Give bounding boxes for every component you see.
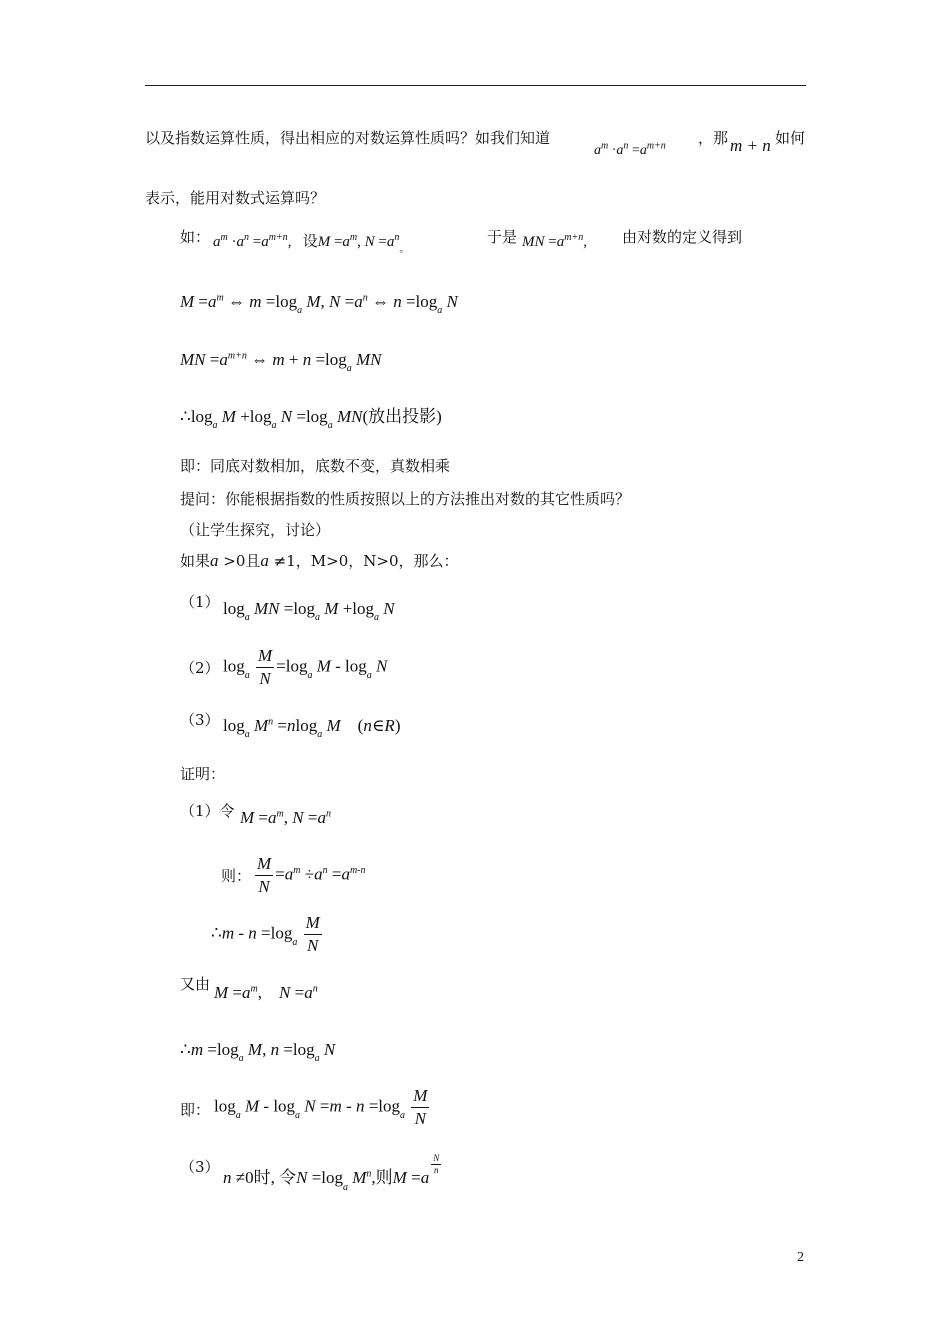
text-line-8: 提问：你能根据指数的性质按照以上的方法推出对数的其它性质吗？ [180, 490, 631, 508]
proof-4-formula: $M =a^m$, $N =a^n$ [214, 983, 318, 1002]
text-line-1 [145, 128, 550, 148]
formula-line-3: $a^m \cdot a^n =a^{m+n}$, 设$M =a^m$, $N =a^n_。$ [213, 232, 410, 255]
proof-6-formula: $\log_a M - \log_a N =m - n =\log_a$ $\frac{M}{N}$ [214, 1086, 428, 1128]
text-line-9: （让学生探究，讨论） [180, 521, 331, 539]
line-3-end: 由对数的定义得到 [622, 228, 743, 246]
formula-definition: $M =a^m$ ⇔ $m =\log_a$ M, $N =a^n$ ⇔ $n =\log_a$ N [180, 292, 458, 317]
line-1-end: 如何 [775, 129, 806, 147]
line-1-text: 以及指数运算性质，得出相应的对数运算性质吗？如我们知道 [145, 129, 551, 147]
text-line-10: 如果a >0且a ≠1，M>0，N>0，那么： [180, 551, 459, 570]
text-line-7: 即：同底对数相加，底数不变，真数相乘 [180, 457, 451, 475]
property-1-formula: $\log_a$ MN $=\log_a$ $M +\log_a$ N [223, 599, 395, 624]
proof-4-label: 又由 [180, 975, 211, 993]
proof-6-label: 即： [180, 1101, 211, 1119]
property-2-formula: $\log_a$ $\frac{M}{N}$ $=\log_a$ M - $\log_a N$ [223, 646, 388, 688]
page-number: 2 [797, 1250, 804, 1265]
proof-2-formula: $\frac{M}{N}$ $=a^m \div a^n =a^{m-n}$ [257, 854, 366, 896]
formula-log-sum: $\therefore\log_a$ $M +\log_a$ $N =\log_a$ MN(放出投影) [180, 407, 442, 432]
proof-heading: 证明： [180, 765, 226, 783]
proof-2-label: 则： [221, 867, 252, 885]
proof-5-formula: ∴m $=\log_a$ M, $n =\log_a$ N [180, 1040, 336, 1065]
proof-1-label: （1）令 [180, 802, 235, 820]
formula-exp-product: $a^m \cdot a^n =a^{m+n}$ [594, 140, 666, 158]
expr-m-plus-n: m + n [730, 136, 771, 155]
formula-mn: MN $=a^{m+n}$ ⇔ $m + n =\log_a$ MN [180, 350, 382, 375]
line-3-prefix: 如： [180, 228, 211, 246]
proof-3-formula: ∴m - $n =\log_a$ $\frac{M}{N}$ [211, 913, 320, 955]
header-rule [145, 85, 806, 86]
property-2-label: （2） [180, 659, 220, 677]
property-3-label: （3） [180, 711, 220, 729]
formula-line-3b: MN $=a^{m+n}$, [522, 232, 587, 250]
property-3-formula: $\log_a M^n =nlog_a$ M (n∈R) [223, 716, 401, 741]
line-1-mid: ，那 [698, 129, 729, 147]
text-line-2: 表示，能用对数式运算吗？ [145, 189, 326, 207]
proof-7-formula: n ≠0时, 令$N =\log_a$ $M^n$,则M =a $^{\frac{N}{n}}$ [223, 1153, 440, 1193]
property-1-label: （1） [180, 593, 220, 611]
proof-1-formula: $M =a^m$, $N =a^n$ [240, 808, 331, 827]
line-3-mid: 于是 [487, 228, 518, 246]
proof-7-label: （3） [180, 1158, 220, 1176]
